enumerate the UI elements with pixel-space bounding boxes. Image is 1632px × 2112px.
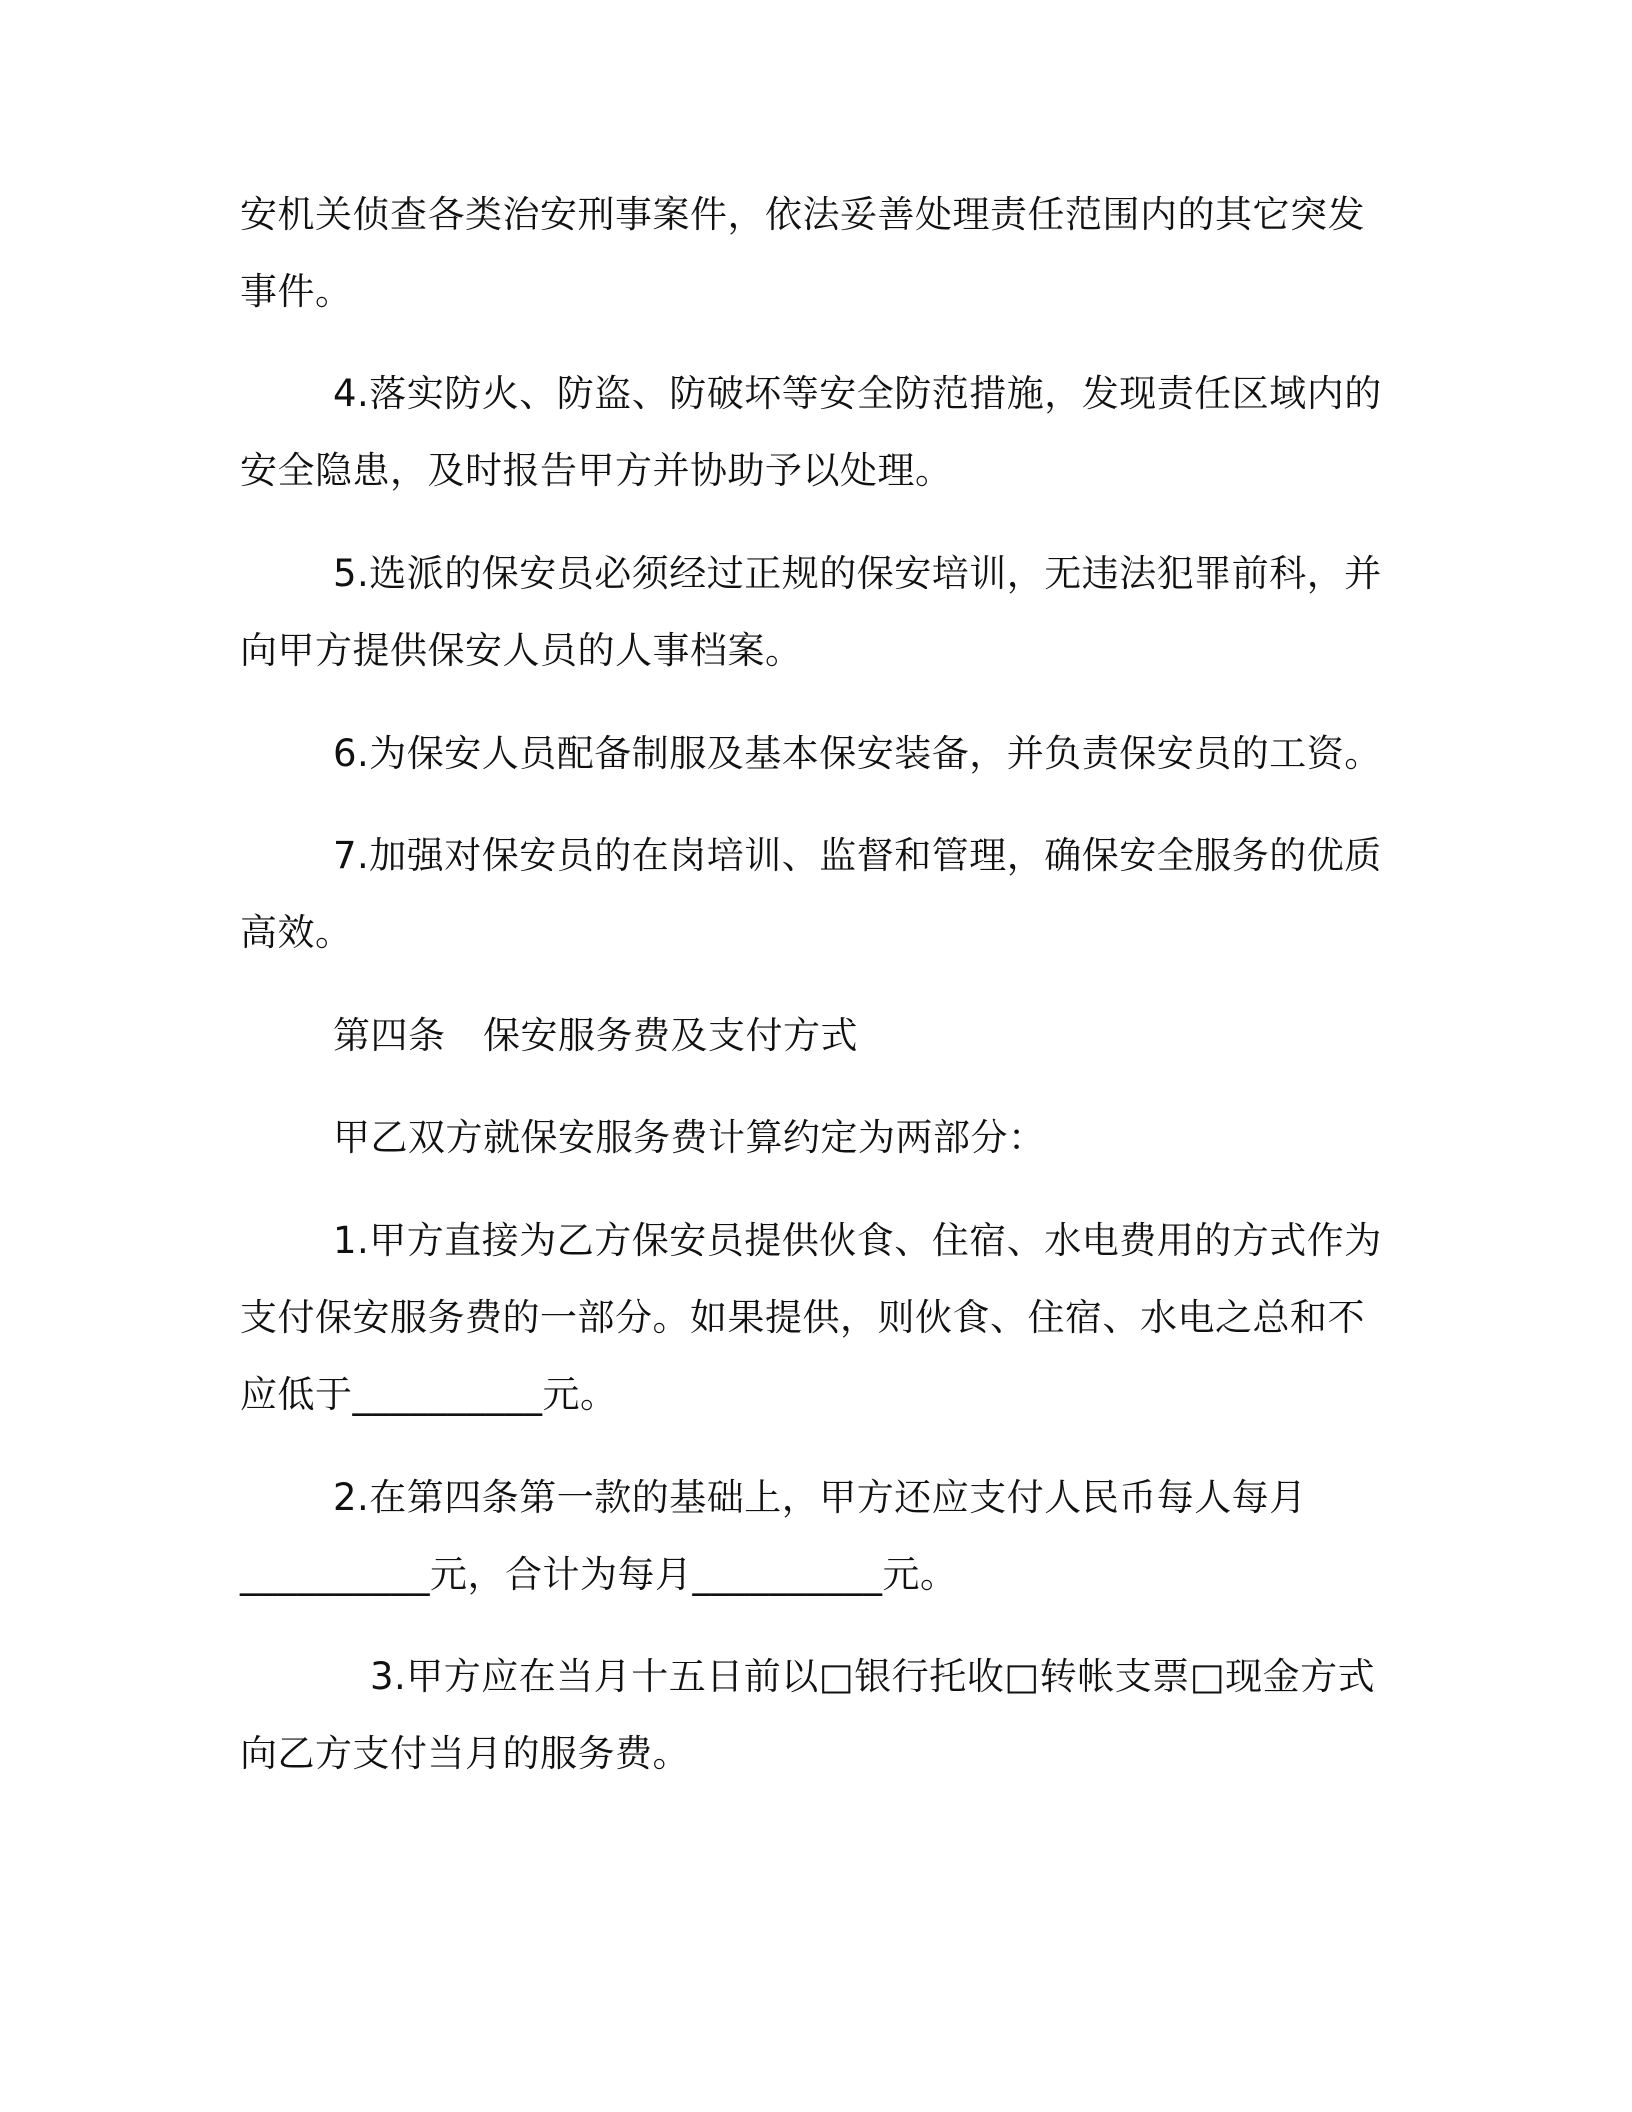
fee-item-1-line-1: 1.甲方直接为乙方保安员提供伙食、住宿、水电费用的方式作为 — [333, 1219, 1382, 1262]
fee-intro-line: 甲乙双方就保安服务费计算约定为两部分： — [333, 1116, 1046, 1159]
article-4-heading: 第四条 保安服务费及支付方式 — [333, 1014, 858, 1057]
fee-item-3-line-2: 向乙方支付当月的服务费。 — [240, 1732, 690, 1775]
item-5-line-2: 向甲方提供保安人员的人事档案。 — [240, 629, 803, 672]
item-7-line-2: 高效。 — [240, 911, 353, 954]
item-5-line-1: 5.选派的保安员必须经过正规的保安培训，无违法犯罪前科，并 — [333, 552, 1382, 595]
fee-item-3-line-1: 3.甲方应在当月十五日前以□银行托收□转帐支票□现金方式 — [370, 1655, 1376, 1698]
fee-item-1-line-2: 支付保安服务费的一部分。如果提供，则伙食、住宿、水电之总和不 — [240, 1296, 1365, 1339]
fee-item-2-line-2: __________元，合计为每月__________元。 — [240, 1553, 958, 1596]
paragraph-3-line-2: 事件。 — [240, 270, 353, 313]
item-4-line-2: 安全隐患，及时报告甲方并协助予以处理。 — [240, 449, 953, 492]
item-4-line-1: 4.落实防火、防盗、防破坏等安全防范措施，发现责任区域内的 — [333, 372, 1382, 415]
item-7-line-1: 7.加强对保安员的在岗培训、监督和管理，确保安全服务的优质 — [333, 834, 1382, 877]
item-6-line-1: 6.为保安人员配备制服及基本保安装备，并负责保安员的工资。 — [333, 732, 1382, 775]
fee-item-2-line-1: 2.在第四条第一款的基础上，甲方还应支付人民币每人每月 — [333, 1476, 1307, 1519]
fee-item-1-line-3: 应低于__________元。 — [240, 1373, 618, 1416]
paragraph-3-line-1: 安机关侦查各类治安刑事案件，依法妥善处理责任范围内的其它突发 — [240, 193, 1365, 236]
